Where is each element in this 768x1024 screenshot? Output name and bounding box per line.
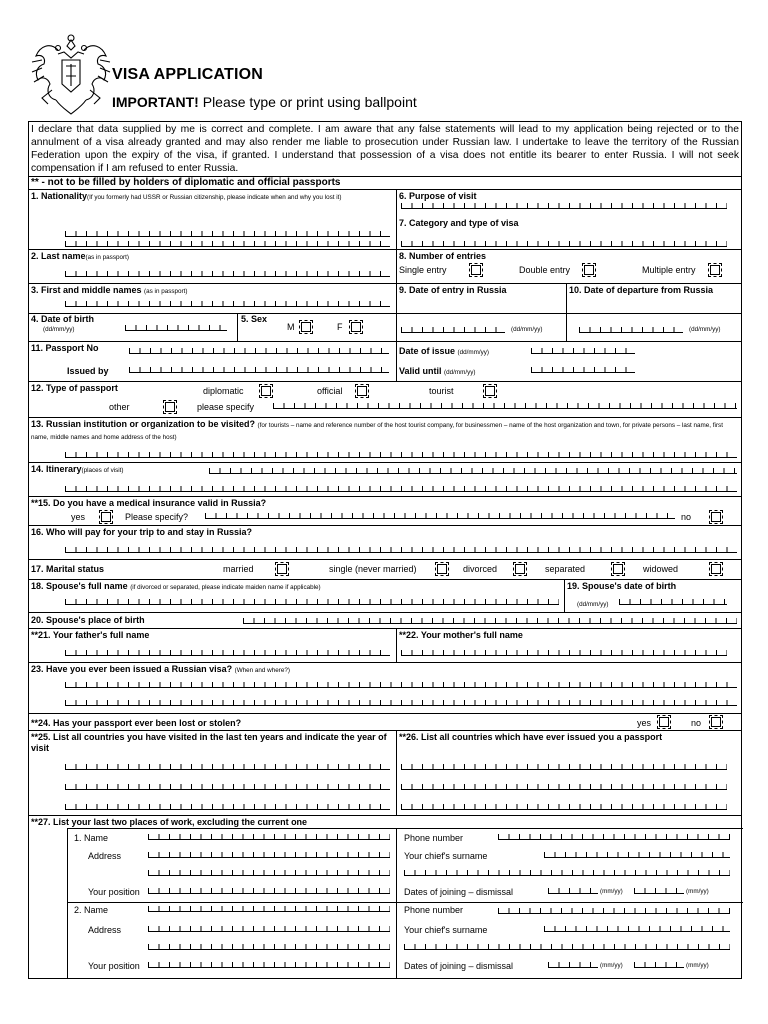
- countries-visited-field-2[interactable]: [65, 783, 390, 790]
- row-nationality-purpose: [29, 190, 741, 250]
- itinerary-label: 14. Itinerary(places of visit): [31, 464, 124, 474]
- other-checkbox[interactable]: [163, 400, 177, 414]
- job1-chief-field[interactable]: [544, 851, 730, 858]
- spouse-birthplace-label: 20. Spouse's place of birth: [31, 615, 145, 625]
- job1-chief-label: Your chief's surname: [404, 851, 488, 861]
- passport-no-field[interactable]: [129, 347, 389, 354]
- job2-address-label: Address: [88, 925, 122, 935]
- double-entry-label: Double entry: [519, 265, 571, 275]
- job1-dismissal-format: (mm/yy): [686, 888, 709, 895]
- job1-position-field[interactable]: [148, 887, 390, 894]
- purpose-label: 6. Purpose of visit: [399, 191, 477, 201]
- job1-dates-label: Dates of joining – dismissal: [404, 887, 514, 897]
- job2-joining-field[interactable]: [548, 961, 598, 968]
- row-work: [29, 816, 741, 978]
- note-text: ** - not to be filled by holders of diplomatic and official passports: [31, 177, 341, 188]
- job2-dates-label: Dates of joining – dismissal: [404, 961, 514, 971]
- job2-dismissal-format: (mm/yy): [686, 962, 709, 969]
- category-label: 7. Category and type of visa: [399, 218, 519, 228]
- work-label: **27. List your last two places of work, excluding the current one: [31, 817, 308, 827]
- job1-dismissal-field[interactable]: [634, 887, 684, 894]
- divorced-checkbox[interactable]: [513, 562, 527, 576]
- job2-phone-field[interactable]: [498, 907, 730, 914]
- nationality-label: 1. Nationality(If you formerly had USSR or Russian citizenship, please indicate when and why you lost it): [31, 191, 342, 201]
- row-insurance: [29, 497, 741, 526]
- row-parents: [29, 629, 741, 663]
- separated-label: separated: [545, 564, 586, 574]
- job1-address-label: Address: [88, 851, 122, 861]
- job1-joining-field[interactable]: [548, 887, 598, 894]
- married-label: married: [223, 564, 254, 574]
- passport-lost-yes-label: yes: [637, 718, 652, 728]
- spouse-birthdate-label: 19. Spouse's date of birth: [567, 581, 677, 591]
- russian-visa-field-1[interactable]: [65, 681, 737, 688]
- father-name-field[interactable]: [65, 649, 390, 656]
- job2-address-field-2[interactable]: [148, 943, 390, 950]
- double-headed-eagle-emblem: [28, 32, 114, 118]
- married-checkbox[interactable]: [275, 562, 289, 576]
- single-label: single (never married): [329, 564, 417, 574]
- valid-until-label: Valid until (dd/mm/yy): [399, 366, 476, 376]
- passport-countries-field-3[interactable]: [401, 803, 727, 810]
- diplomatic-label: diplomatic: [203, 386, 244, 396]
- birthdate-format: (dd/mm/yy): [43, 326, 75, 333]
- other-label: other: [109, 402, 130, 412]
- job2-name-field[interactable]: [148, 905, 390, 912]
- itinerary-field-1[interactable]: [209, 467, 737, 474]
- payer-label: 16. Who will pay for your trip to and stay in Russia?: [31, 527, 253, 537]
- birthdate-field[interactable]: [125, 324, 227, 331]
- row-lastname-entries: [29, 250, 741, 284]
- passport-no-label: 11. Passport No: [31, 343, 99, 353]
- birthdate-label: 4. Date of birth: [31, 314, 95, 324]
- row-countries: [29, 731, 741, 816]
- row-payer: [29, 526, 741, 560]
- declaration-text: I declare that data supplied by me is correct and complete. I am aware that any false statements will lead to my application being rejected or to the annulment of a visa already granted and may also render me liable to prosecution under Russian law. I undertake to leave the territory of the Russian Federation upon the expiry of the visa, if granted. I understand that possession of a visa does not entitle its bearer to enter Russia. I will not seek compensation if I am refused to enter Russia.: [29, 122, 741, 177]
- father-name-label: **21. Your father's full name: [31, 630, 150, 640]
- russian-visa-label: 23. Have you ever been issued a Russian visa? (When and where?): [31, 664, 290, 674]
- job1-phone-field[interactable]: [498, 833, 730, 840]
- widowed-label: widowed: [643, 564, 679, 574]
- single-entry-label: Single entry: [399, 265, 447, 275]
- row-passport-type: [29, 382, 741, 418]
- sex-label: 5. Sex: [241, 314, 268, 324]
- form-instruction: [112, 94, 417, 110]
- countries-visited-field-1[interactable]: [65, 763, 390, 770]
- instruction-text: Please type or print using ballpoint: [202, 94, 417, 110]
- entries-label: 8. Number of entries: [399, 251, 487, 261]
- form-header: [22, 30, 762, 120]
- official-checkbox[interactable]: [355, 384, 369, 398]
- lastname-field[interactable]: [65, 270, 390, 277]
- row-passport: [29, 342, 741, 382]
- row-russian-visa: [29, 663, 741, 714]
- insurance-yes-label: yes: [71, 512, 86, 522]
- job1-position-label: Your position: [88, 887, 140, 897]
- purpose-field[interactable]: [401, 202, 727, 209]
- departure-date-field[interactable]: [579, 326, 683, 333]
- category-field[interactable]: [401, 240, 727, 247]
- multiple-entry-checkbox[interactable]: [708, 263, 722, 277]
- work-table: [67, 828, 743, 978]
- departure-date-label: 10. Date of departure from Russia: [569, 285, 714, 295]
- important-label: IMPORTANT!: [112, 94, 199, 110]
- sex-f-checkbox[interactable]: [349, 320, 363, 334]
- marital-label: 17. Marital status: [31, 564, 105, 574]
- please-specify-label: please specify: [197, 402, 255, 412]
- job2-name-label: 2. Name: [74, 905, 109, 915]
- sex-m-label: M: [287, 322, 295, 332]
- row-marital: [29, 560, 741, 580]
- row-spouse-birthplace: [29, 613, 741, 629]
- tourist-label: tourist: [429, 386, 454, 396]
- note-row: [29, 177, 741, 190]
- job1-address-field-2[interactable]: [148, 869, 390, 876]
- insurance-no-label: no: [681, 512, 692, 522]
- issued-by-label: Issued by: [67, 366, 109, 376]
- insurance-yes-checkbox[interactable]: [99, 510, 113, 524]
- job1-chief-field-2[interactable]: [404, 869, 730, 876]
- job2-phone-label: Phone number: [404, 905, 464, 915]
- form-title: VISA APPLICATION: [112, 66, 264, 83]
- job2-position-label: Your position: [88, 961, 140, 971]
- row-names-dates: [29, 284, 741, 314]
- row-passport-lost: [29, 714, 741, 731]
- passport-countries-label: **26. List all countries which have ever issued you a passport: [399, 732, 663, 742]
- mother-name-label: **22. Your mother's full name: [399, 630, 523, 640]
- insurance-no-checkbox[interactable]: [709, 510, 723, 524]
- countries-visited-label: **25. List all countries you have visited in the last ten years and indicate the year of visit: [31, 732, 387, 753]
- passport-type-specify-field[interactable]: [273, 402, 737, 409]
- double-entry-checkbox[interactable]: [582, 263, 596, 277]
- job2-joining-format: (mm/yy): [600, 962, 623, 969]
- payer-field[interactable]: [65, 546, 737, 553]
- sex-m-checkbox[interactable]: [299, 320, 313, 334]
- multiple-entry-label: Multiple entry: [642, 265, 696, 275]
- sex-f-label: F: [337, 322, 343, 332]
- row-institution: [29, 418, 741, 463]
- row-spouse-name: [29, 580, 741, 613]
- entry-date-label: 9. Date of entry in Russia: [399, 285, 507, 295]
- passport-lost-no-label: no: [691, 718, 702, 728]
- job2-chief-label: Your chief's surname: [404, 925, 488, 935]
- application-form: [28, 121, 742, 979]
- departure-date-format: (dd/mm/yy): [689, 326, 721, 333]
- entry-date-format: (dd/mm/yy): [511, 326, 543, 333]
- row-itinerary: [29, 463, 741, 497]
- insurance-label: **15. Do you have a medical insurance valid in Russia?: [31, 498, 267, 508]
- insurance-specify-label: Please specify?: [125, 512, 189, 522]
- countries-visited-field-3[interactable]: [65, 803, 390, 810]
- passport-type-label: 12. Type of passport: [31, 383, 118, 393]
- lastname-label: 2. Last name(as in passport): [31, 251, 129, 261]
- single-checkbox[interactable]: [435, 562, 449, 576]
- job2-chief-field[interactable]: [544, 925, 730, 932]
- separated-checkbox[interactable]: [611, 562, 625, 576]
- passport-lost-no-checkbox[interactable]: [709, 715, 723, 729]
- insurance-specify-field[interactable]: [205, 512, 675, 519]
- spouse-birthdate-field[interactable]: [619, 598, 727, 605]
- widowed-checkbox[interactable]: [709, 562, 723, 576]
- job2-dismissal-field[interactable]: [634, 961, 684, 968]
- date-issue-field[interactable]: [531, 347, 635, 354]
- itinerary-field-2[interactable]: [65, 485, 737, 492]
- job1-phone-label: Phone number: [404, 833, 464, 843]
- job2-position-field[interactable]: [148, 961, 390, 968]
- job1-name-label: 1. Name: [74, 833, 109, 843]
- institution-label: 13. Russian institution or organization to be visited? (for tourists – name and reference number of the host tourist company, for businessmen – name of the host organization and town, for private persons – last name, first name, middle names and home address of the host): [31, 419, 723, 441]
- spouse-birthplace-field[interactable]: [243, 617, 737, 624]
- nationality-field-1[interactable]: [65, 230, 390, 237]
- valid-until-field[interactable]: [531, 366, 635, 373]
- passport-countries-field-2[interactable]: [401, 783, 727, 790]
- passport-lost-label: **24. Has your passport ever been lost or stolen?: [31, 718, 242, 728]
- job2-address-field-1[interactable]: [148, 925, 390, 932]
- single-entry-checkbox[interactable]: [469, 263, 483, 277]
- institution-field[interactable]: [65, 451, 737, 458]
- passport-countries-field-1[interactable]: [401, 763, 727, 770]
- official-label: official: [317, 386, 343, 396]
- passport-lost-yes-checkbox[interactable]: [657, 715, 671, 729]
- russian-visa-field-2[interactable]: [65, 699, 737, 706]
- job1-joining-format: (mm/yy): [600, 888, 623, 895]
- job2-chief-field-2[interactable]: [404, 943, 730, 950]
- job1-address-field-1[interactable]: [148, 851, 390, 858]
- spouse-name-field[interactable]: [65, 598, 559, 605]
- spouse-name-label: 18. Spouse's full name (if divorced or separated, please indicate maiden name if applicable): [31, 581, 321, 591]
- firstnames-label: 3. First and middle names (as in passport): [31, 285, 188, 295]
- diplomatic-checkbox[interactable]: [259, 384, 273, 398]
- tourist-checkbox[interactable]: [483, 384, 497, 398]
- date-issue-label: Date of issue (dd/mm/yy): [399, 346, 490, 356]
- mother-name-field[interactable]: [401, 649, 727, 656]
- spouse-birthdate-format: (dd/mm/yy): [577, 601, 609, 608]
- firstnames-field[interactable]: [65, 300, 390, 307]
- issued-by-field[interactable]: [129, 366, 389, 373]
- entry-date-field[interactable]: [401, 326, 505, 333]
- job1-name-field[interactable]: [148, 833, 390, 840]
- divorced-label: divorced: [463, 564, 498, 574]
- nationality-field-2[interactable]: [65, 240, 390, 247]
- row-birth-sex: [29, 314, 741, 342]
